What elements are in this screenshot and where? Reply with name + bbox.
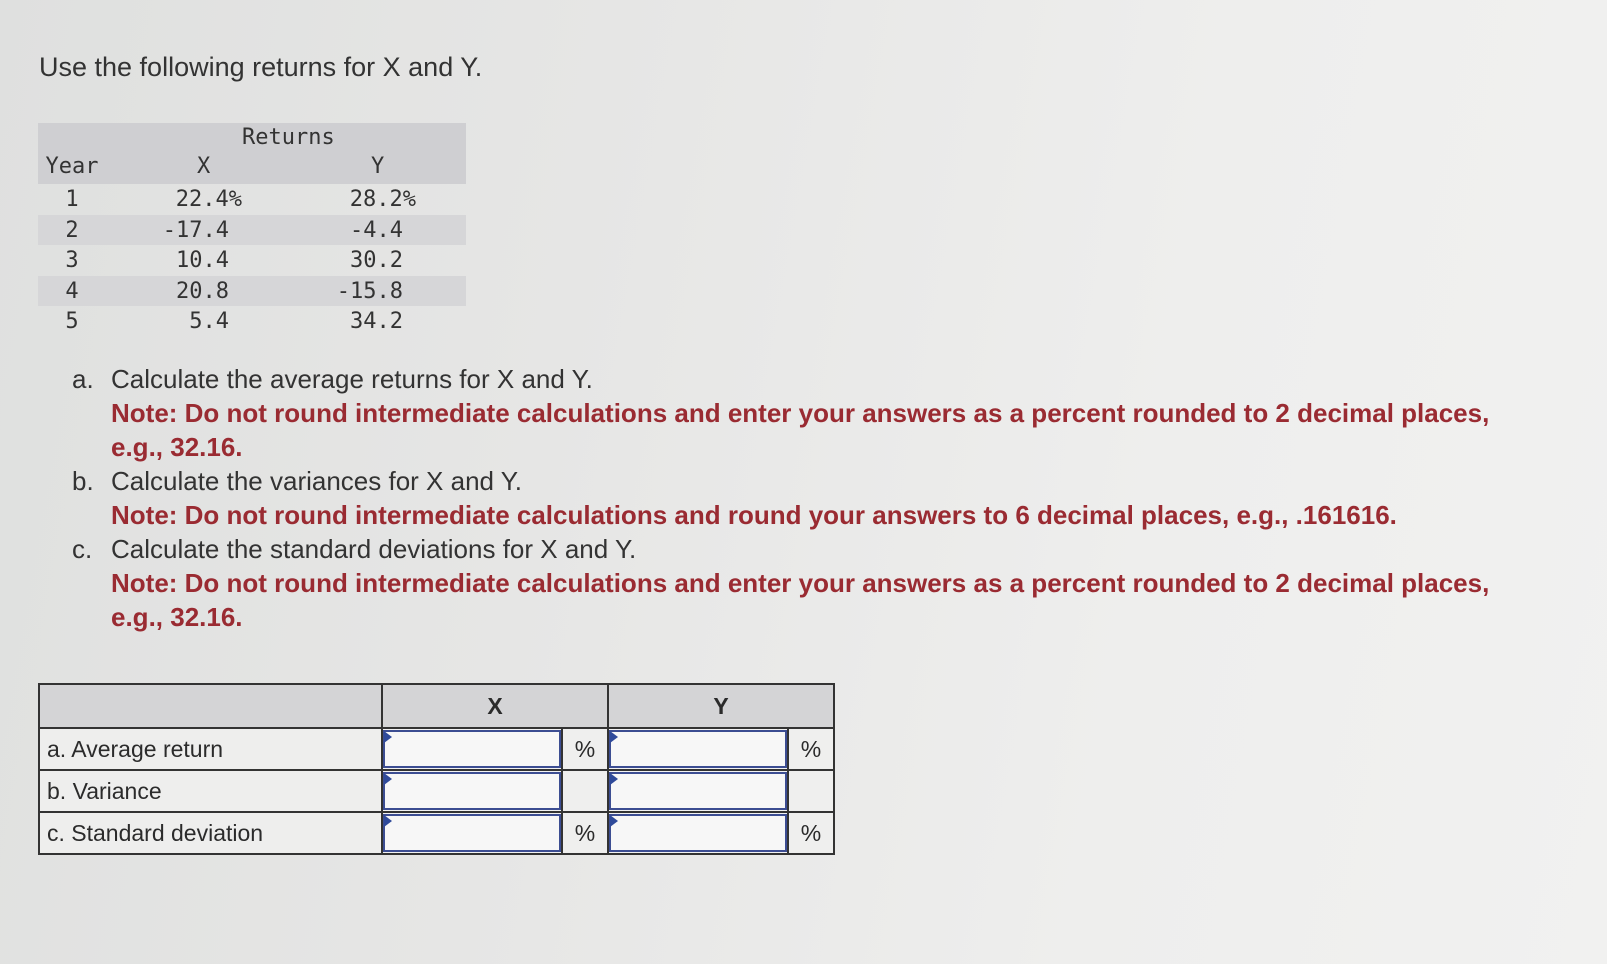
answer-row-std-dev: [39, 812, 834, 854]
unit-label: [788, 770, 834, 812]
returns-row: [38, 184, 466, 215]
question-note: Note: Do not round intermediate calculations and enter your answers as a percent rounded to 2 decimal places, e.g., 32.16.: [111, 568, 1490, 632]
question-letter: c.: [72, 534, 93, 564]
cell-y: 28.2%: [349, 187, 416, 212]
intro-text: Use the following returns for X and Y.: [39, 52, 483, 82]
flag-icon: [610, 773, 618, 785]
question-letter: a.: [72, 364, 94, 394]
cell-x: 5.4: [189, 309, 229, 334]
flag-icon: [384, 815, 392, 827]
row-label: a. Average return: [39, 728, 382, 770]
question-list: [72, 362, 1492, 634]
answer-header-blank: [39, 684, 382, 728]
returns-table-header: [38, 123, 466, 184]
cell-year: 4: [65, 278, 79, 304]
question-a: [72, 362, 1492, 464]
unit-label: %: [562, 812, 608, 854]
question-note: Note: Do not round intermediate calculations and round your answers to 6 decimal places, e.g., .161616.: [111, 500, 1397, 530]
question-text: Calculate the variances for X and Y.: [111, 466, 522, 496]
std-dev-x-input[interactable]: [383, 814, 561, 852]
cell-y: 34.2: [350, 309, 403, 334]
flag-icon: [384, 731, 392, 743]
flag-icon: [384, 773, 392, 785]
returns-table: [38, 123, 466, 337]
returns-row: [38, 245, 466, 276]
col-header-x: X: [197, 154, 211, 179]
average-return-y-input[interactable]: [609, 730, 787, 768]
cell-year: 1: [65, 187, 79, 212]
col-header-year: Year: [45, 154, 99, 179]
answer-row-average: [39, 728, 834, 770]
answer-header-y: Y: [608, 684, 834, 728]
returns-row: [38, 306, 466, 337]
cell-x: 22.4%: [175, 187, 242, 212]
variance-x-input[interactable]: [383, 772, 561, 810]
question-note: Note: Do not round intermediate calculations and enter your answers as a percent rounded to 2 decimal places, e.g., 32.16.: [111, 398, 1490, 462]
cell-x: 10.4: [176, 248, 229, 273]
answer-header-x: X: [382, 684, 608, 728]
variance-y-input[interactable]: [609, 772, 787, 810]
row-label: b. Variance: [39, 770, 382, 812]
cell-year: 3: [65, 248, 79, 273]
question-text: Calculate the standard deviations for X and Y.: [111, 534, 637, 564]
average-return-x-input[interactable]: [383, 730, 561, 768]
cell-y: 30.2: [350, 248, 403, 273]
question-letter: b.: [72, 466, 94, 496]
answer-table-header: [39, 684, 834, 728]
std-dev-y-input[interactable]: [609, 814, 787, 852]
answer-table: [38, 683, 835, 855]
returns-group-header: Returns: [242, 125, 335, 150]
cell-y: -4.4: [350, 217, 403, 243]
flag-icon: [610, 731, 618, 743]
cell-x: -17.4: [162, 217, 229, 243]
unit-label: %: [788, 728, 834, 770]
returns-row: [38, 276, 466, 307]
unit-label: %: [562, 728, 608, 770]
cell-y: -15.8: [336, 278, 403, 304]
cell-year: 5: [65, 309, 79, 334]
answer-row-variance: [39, 770, 834, 812]
returns-row: [38, 215, 466, 246]
unit-label: %: [788, 812, 834, 854]
question-text: Calculate the average returns for X and Y.: [111, 364, 593, 394]
col-header-y: Y: [371, 154, 385, 179]
cell-x: 20.8: [176, 278, 229, 304]
question-c: [72, 532, 1492, 634]
cell-year: 2: [65, 217, 79, 243]
flag-icon: [610, 815, 618, 827]
unit-label: [562, 770, 608, 812]
question-b: [72, 464, 1492, 532]
row-label: c. Standard deviation: [39, 812, 382, 854]
